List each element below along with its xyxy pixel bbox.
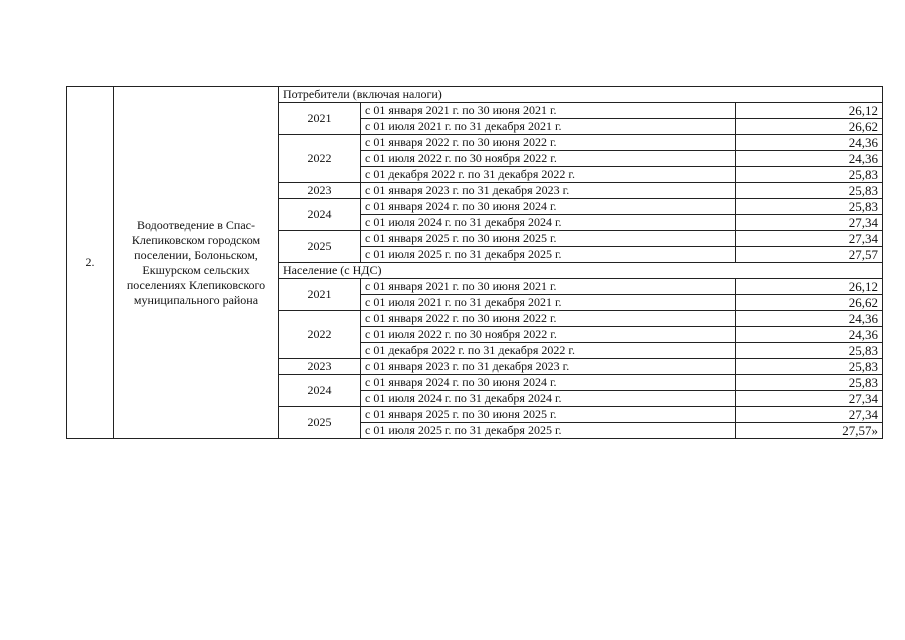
tariff-value: 25,83 bbox=[736, 183, 883, 199]
year-cell: 2023 bbox=[279, 183, 361, 199]
period-cell: с 01 июля 2024 г. по 31 декабря 2024 г. bbox=[361, 215, 736, 231]
table-row bbox=[67, 87, 883, 103]
tariff-value: 27,34 bbox=[736, 407, 883, 423]
tariff-value: 24,36 bbox=[736, 135, 883, 151]
tariff-value: 24,36 bbox=[736, 327, 883, 343]
period-cell: с 01 января 2025 г. по 30 июня 2025 г. bbox=[361, 407, 736, 423]
consumer-group-label: Потребители (включая налоги) bbox=[279, 87, 883, 103]
year-cell: 2021 bbox=[279, 279, 361, 311]
year-cell: 2022 bbox=[279, 311, 361, 359]
year-cell: 2024 bbox=[279, 199, 361, 231]
tariff-table-body bbox=[67, 87, 883, 439]
tariff-value: 26,62 bbox=[736, 119, 883, 135]
tariff-value: 26,12 bbox=[736, 103, 883, 119]
period-cell: с 01 января 2024 г. по 30 июня 2024 г. bbox=[361, 199, 736, 215]
period-cell: с 01 января 2021 г. по 30 июня 2021 г. bbox=[361, 103, 736, 119]
period-cell: с 01 июля 2022 г. по 30 ноября 2022 г. bbox=[361, 327, 736, 343]
tariff-value: 26,62 bbox=[736, 295, 883, 311]
period-cell: с 01 июля 2021 г. по 31 декабря 2021 г. bbox=[361, 119, 736, 135]
tariff-value: 27,34 bbox=[736, 215, 883, 231]
tariff-value: 26,12 bbox=[736, 279, 883, 295]
year-cell: 2025 bbox=[279, 231, 361, 263]
period-cell: с 01 июля 2025 г. по 31 декабря 2025 г. bbox=[361, 423, 736, 439]
tariff-value: 24,36 bbox=[736, 151, 883, 167]
tariff-value: 25,83 bbox=[736, 359, 883, 375]
consumer-group-label: Население (с НДС) bbox=[279, 263, 883, 279]
period-cell: с 01 января 2022 г. по 30 июня 2022 г. bbox=[361, 311, 736, 327]
period-cell: с 01 января 2022 г. по 30 июня 2022 г. bbox=[361, 135, 736, 151]
tariff-value: 25,83 bbox=[736, 167, 883, 183]
period-cell: с 01 января 2025 г. по 30 июня 2025 г. bbox=[361, 231, 736, 247]
period-cell: с 01 января 2023 г. по 31 декабря 2023 г. bbox=[361, 183, 736, 199]
tariff-value: 24,36 bbox=[736, 311, 883, 327]
period-cell: с 01 января 2023 г. по 31 декабря 2023 г. bbox=[361, 359, 736, 375]
year-cell: 2021 bbox=[279, 103, 361, 135]
period-cell: с 01 января 2021 г. по 30 июня 2021 г. bbox=[361, 279, 736, 295]
year-cell: 2022 bbox=[279, 135, 361, 183]
period-cell: с 01 июля 2021 г. по 31 декабря 2021 г. bbox=[361, 295, 736, 311]
period-cell: с 01 декабря 2022 г. по 31 декабря 2022 г. bbox=[361, 343, 736, 359]
period-cell: с 01 июля 2025 г. по 31 декабря 2025 г. bbox=[361, 247, 736, 263]
tariff-value: 25,83 bbox=[736, 375, 883, 391]
tariff-value: 27,34 bbox=[736, 231, 883, 247]
period-cell: с 01 января 2024 г. по 30 июня 2024 г. bbox=[361, 375, 736, 391]
period-cell: с 01 декабря 2022 г. по 31 декабря 2022 г. bbox=[361, 167, 736, 183]
tariff-value: 27,34 bbox=[736, 391, 883, 407]
tariff-value: 25,83 bbox=[736, 199, 883, 215]
row-number: 2. bbox=[67, 87, 114, 439]
service-name: Водоотведение в Спас-Клепиковском городском поселении, Болоньском, Екшурском сельских поселениях Клепиковского муниципального района bbox=[114, 87, 279, 439]
period-cell: с 01 июля 2024 г. по 31 декабря 2024 г. bbox=[361, 391, 736, 407]
tariff-value: 27,57» bbox=[736, 423, 883, 439]
year-cell: 2025 bbox=[279, 407, 361, 439]
year-cell: 2024 bbox=[279, 375, 361, 407]
tariff-table bbox=[66, 86, 883, 439]
year-cell: 2023 bbox=[279, 359, 361, 375]
tariff-value: 25,83 bbox=[736, 343, 883, 359]
period-cell: с 01 июля 2022 г. по 30 ноября 2022 г. bbox=[361, 151, 736, 167]
tariff-value: 27,57 bbox=[736, 247, 883, 263]
